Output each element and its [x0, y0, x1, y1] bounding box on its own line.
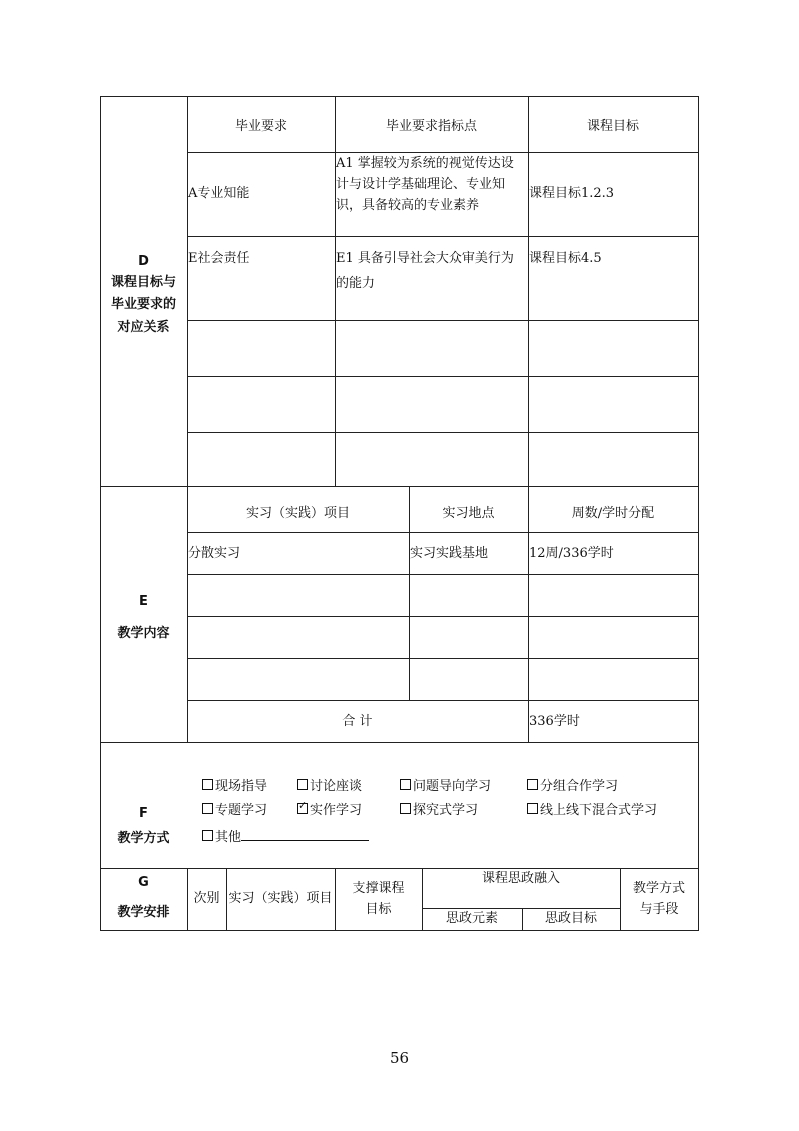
section-d-title-line-3: 对应关系 [117, 320, 170, 335]
row1-goal: 课程目标1.2.3 [529, 186, 615, 201]
col-ideology-integration: 课程思政融入 [481, 871, 560, 886]
section-d-title-line-2: 毕业要求的 [110, 297, 176, 312]
row1-point-line-2: 计与设计学基础理论、专业知 [336, 177, 506, 192]
option-group-cooperation[interactable]: 分组合作学习 [527, 778, 618, 796]
checkbox-icon [202, 779, 213, 790]
checkbox-icon [527, 779, 538, 790]
header-graduation-requirement: 毕业要求 [234, 119, 287, 134]
col-teaching-method-line-1: 教学方式 [632, 881, 685, 896]
section-g-title: 教学安排 [117, 905, 170, 920]
col-order: 次别 [193, 891, 220, 906]
col-practice-project: 实习（实践）项目 [228, 891, 333, 906]
page-number: 56 [389, 1049, 410, 1067]
col-support-goal-line-2: 目标 [365, 902, 392, 917]
option-practical-learning[interactable]: ✓ 实作学习 [297, 802, 362, 820]
checkbox-icon [400, 803, 411, 814]
option-discussion[interactable]: 讨论座谈 [297, 778, 362, 796]
other-blank-field[interactable] [241, 826, 369, 841]
section-d-title-line-1: 课程目标与 [110, 275, 176, 290]
weeks-hours-value: 12周/336学时 [529, 546, 614, 561]
header-requirement-indicator: 毕业要求指标点 [385, 119, 477, 134]
option-inquiry-learning[interactable]: 探究式学习 [400, 802, 478, 820]
checkbox-checked-icon [297, 803, 308, 814]
col-teaching-method-line-2: 与手段 [639, 902, 679, 917]
option-other[interactable]: 其他 [202, 826, 369, 847]
row1-point-line-3: 识，具备较高的专业素养 [336, 198, 480, 213]
header-course-goal: 课程目标 [586, 119, 639, 134]
section-e-title: 教学内容 [117, 626, 170, 641]
section-f-title: 教学方式 [117, 831, 170, 846]
row2-point-line-1: E1 具备引导社会大众审美行为 [336, 251, 514, 266]
practice-project-value: 分散实习 [188, 546, 241, 561]
header-practice-place: 实习地点 [442, 506, 495, 521]
practice-place-value: 实习实践基地 [410, 546, 489, 561]
row2-requirement: E社会责任 [188, 251, 250, 266]
total-label: 合 计 [342, 714, 373, 729]
checkbox-icon [297, 779, 308, 790]
section-g-letter: G [138, 875, 149, 890]
col-ideology-goal: 思政目标 [544, 911, 597, 926]
checkbox-icon [400, 779, 411, 790]
row1-point-line-1: A1 掌握较为系统的视觉传达设 [336, 156, 514, 171]
section-e-letter: E [139, 594, 148, 609]
row2-goal: 课程目标4.5 [529, 251, 602, 266]
section-d-letter: D [138, 254, 149, 269]
col-ideology-element: 思政元素 [445, 911, 498, 926]
checkbox-icon [527, 803, 538, 814]
option-topic-learning[interactable]: 专题学习 [202, 802, 267, 820]
col-support-goal-line-1: 支撑课程 [352, 881, 405, 896]
option-onsite-guidance[interactable]: 现场指导 [202, 778, 267, 796]
row1-requirement: A专业知能 [188, 186, 250, 201]
checkbox-icon [202, 830, 213, 841]
option-problem-oriented[interactable]: 问题导向学习 [400, 778, 491, 796]
row2-point-line-2: 的能力 [336, 276, 376, 291]
section-f-letter: F [139, 806, 148, 821]
header-practice-project: 实习（实践）项目 [245, 506, 350, 521]
total-value: 336学时 [529, 714, 580, 729]
header-weeks-hours: 周数/学时分配 [571, 506, 655, 521]
checkbox-icon [202, 803, 213, 814]
option-blended-learning[interactable]: 线上线下混合式学习 [527, 802, 657, 820]
